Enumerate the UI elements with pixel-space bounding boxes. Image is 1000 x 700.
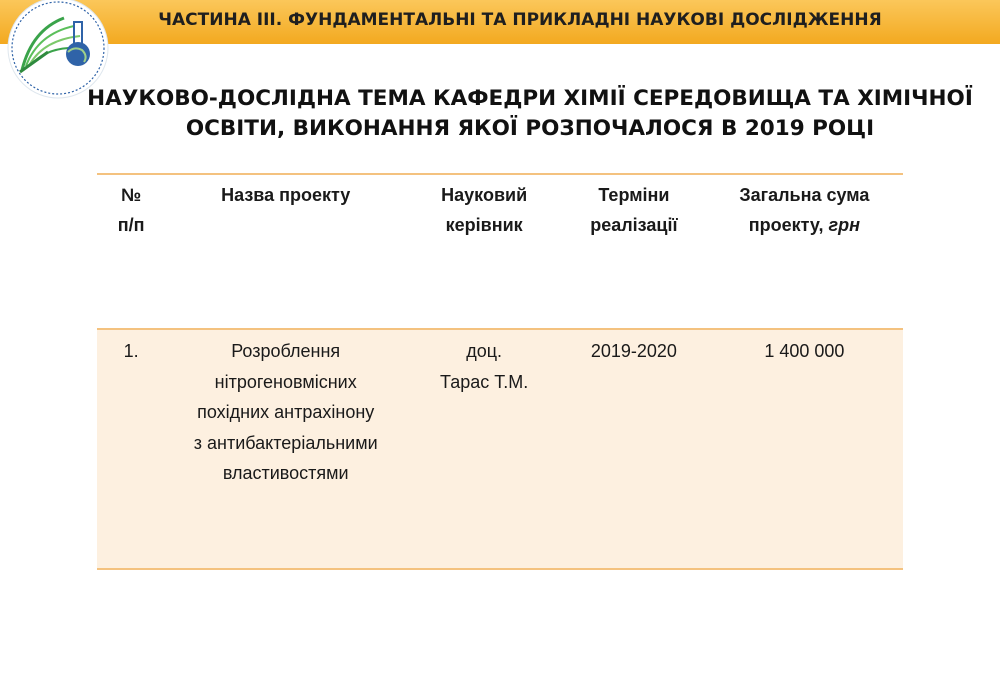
cell-project-name: Розроблення нітрогеновмісних похідних антрахінону з антибактеріальними властивостями: [165, 329, 406, 569]
cell-supervisor: доц. Тарас Т.М.: [406, 329, 562, 569]
header-total-sum: Загальна сума проекту, грн: [706, 174, 903, 329]
currency-unit: грн: [828, 215, 861, 235]
page-heading: [0, 84, 1000, 144]
table-row: [97, 329, 903, 569]
header-number: № п/п: [97, 174, 165, 329]
section-title: ЧАСТИНА ІІІ. ФУНДАМЕНТАЛЬНІ ТА ПРИКЛАДНІ НАУКОВІ ДОСЛІДЖЕННЯ: [158, 10, 882, 30]
projects-table: [97, 173, 903, 570]
header-supervisor: Науковий керівник: [406, 174, 562, 329]
heading-line-1: НАУКОВО-ДОСЛІДНА ТЕМА КАФЕДРИ ХІМІЇ СЕРЕДОВИЩА ТА ХІМІЧНОЇ: [87, 86, 973, 111]
cell-number: 1.: [97, 329, 165, 569]
section-banner: [0, 0, 1000, 44]
header-project-name: Назва проекту: [165, 174, 406, 329]
header-terms: Терміни реалізації: [562, 174, 706, 329]
table-header-row: [97, 174, 903, 329]
heading-line-2: ОСВІТИ, ВИКОНАННЯ ЯКОЇ РОЗПОЧАЛОСЯ В 2019 РОЦІ: [185, 116, 875, 141]
cell-terms: 2019-2020: [562, 329, 706, 569]
cell-total-sum: 1 400 000: [706, 329, 903, 569]
